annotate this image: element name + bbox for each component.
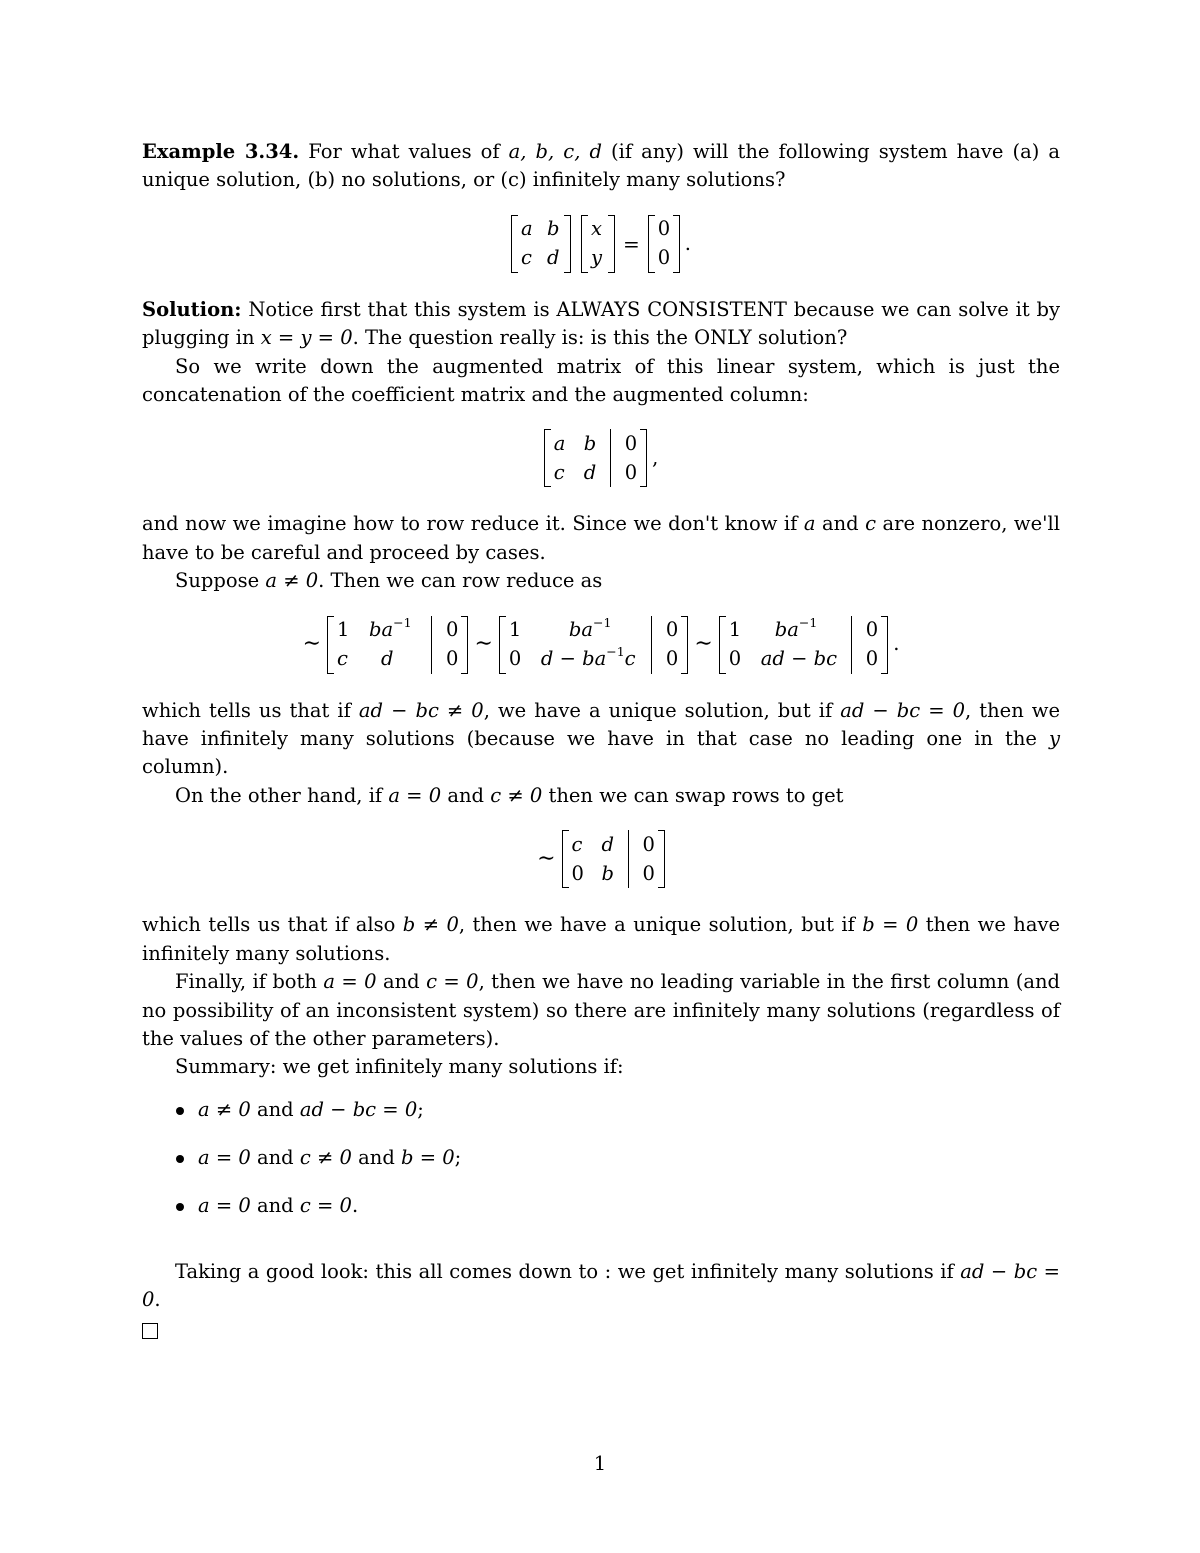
list-item: a = 0 and c = 0. <box>142 1192 1060 1240</box>
matrix-entry: b <box>583 431 597 455</box>
vector-entry: x <box>591 217 603 241</box>
sim-symbol: ∼ <box>302 631 322 657</box>
list-item: a ≠ 0 and ad − bc = 0; <box>142 1096 1060 1144</box>
matrix-entry: d <box>547 246 560 270</box>
punctuation: . <box>684 231 691 255</box>
sim-symbol: ∼ <box>474 631 493 657</box>
matrix-entry: 0 <box>624 460 638 484</box>
augmented-matrix <box>142 429 1060 487</box>
solution-text: Notice first that this system is ALWAYS CONSISTENT because we can solve it by plugging in <box>142 297 1060 350</box>
solution-paragraph <box>142 296 1060 353</box>
paragraph-conclusion: Taking a good look: this all comes down to : we get infinitely many solutions if ad − bc = 0. <box>142 1259 1060 1312</box>
paragraph-also-b: which tells us that if also b ≠ 0, then we have a unique solution, but if b = 0 then we have infinitely many solutions. <box>142 913 1061 965</box>
paragraph-augmented: So we write down the augmented matrix of this linear system, which is just the concatenation of the coefficient matrix and the augmented column: <box>142 354 1060 407</box>
matrix-entry: c <box>553 460 565 484</box>
zero-vector <box>648 215 680 273</box>
vector-entry: 0 <box>657 217 671 241</box>
paragraph-row-reduce: and now we imagine how to row reduce it. Since we don't know if a and c are nonzero, we'll have to be careful and proceed by cases. <box>142 512 1060 564</box>
swapped-matrix: ∼ c d 0 b 0 0 <box>142 830 1060 888</box>
equals-sign: = <box>623 231 640 256</box>
matrix-entry: b <box>547 217 560 241</box>
augment-bar <box>610 429 611 487</box>
summary-list <box>142 1096 1060 1240</box>
punctuation: . <box>893 632 900 656</box>
example-statement <box>142 138 1060 195</box>
bullet-icon <box>176 1107 184 1115</box>
variable-vector <box>581 215 615 273</box>
sim-symbol: ∼ <box>537 846 556 872</box>
example-text-1: For what values of <box>308 140 509 163</box>
bullet-icon <box>176 1155 184 1163</box>
matrix-step-3: 1 $ba^{-1}$ 0 ad − bc 0 0 <box>719 616 888 674</box>
matrix-step-2: 1 $ba^{-1}$ 0 $d - ba^{-1}c$ 0 0 <box>499 616 688 674</box>
row-reduction-chain <box>142 616 1060 674</box>
matrix-entry: a <box>553 431 566 455</box>
sim-symbol: ∼ <box>694 631 713 657</box>
paragraph-unique: which tells us that if ad − bc ≠ 0, we have a unique solution, but if ad − bc = 0, then we have infinitely many solutions (because we have in that case no leading one in the y column). <box>142 698 1061 779</box>
coefficient-matrix <box>511 215 571 273</box>
example-vars: a, b, c, d <box>508 140 602 163</box>
paragraph-suppose: Suppose a ≠ 0. Then we can row reduce as <box>175 569 603 593</box>
page-number: 1 <box>593 1452 607 1475</box>
list-item: a = 0 and c ≠ 0 and b = 0; <box>142 1144 1060 1192</box>
qed-square-icon <box>142 1323 158 1339</box>
paragraph-summary: Summary: we get infinitely many solutions if: <box>175 1055 624 1079</box>
matrix-entry: a <box>521 217 533 241</box>
matrix-step-1: 1 $ba^{-1}$ c d 0 0 <box>327 616 468 674</box>
solution-label: Solution: <box>142 297 242 321</box>
punctuation: , <box>652 446 659 470</box>
matrix-entry: d <box>583 460 597 484</box>
paragraph-finally: Finally, if both a = 0 and c = 0, then we have no leading variable in the first column (and no possibility of an inconsistent system) so there are infinitely many solutions (regardless of the values of the other parameters). <box>142 970 1060 1050</box>
vector-entry: 0 <box>657 246 671 270</box>
matrix-entry: 0 <box>624 431 638 455</box>
matrix-entry: c <box>521 246 532 270</box>
bullet-icon <box>176 1203 184 1211</box>
vector-entry: y <box>591 246 603 270</box>
paragraph-other-hand: On the other hand, if a = 0 and c ≠ 0 then we can swap rows to get <box>175 783 844 807</box>
equation-system <box>142 215 1060 273</box>
example-label: Example 3.34. <box>142 140 300 163</box>
math-inline: x = y = 0 <box>260 326 353 350</box>
page-content <box>142 138 1060 1347</box>
solution-text: . The question really is: is this the ONLY solution? <box>352 326 848 350</box>
example-text-2: (if any) will the following system have (a) a unique solution, (b) no solutions, or (c) infinitely many solutions? <box>142 140 1061 192</box>
